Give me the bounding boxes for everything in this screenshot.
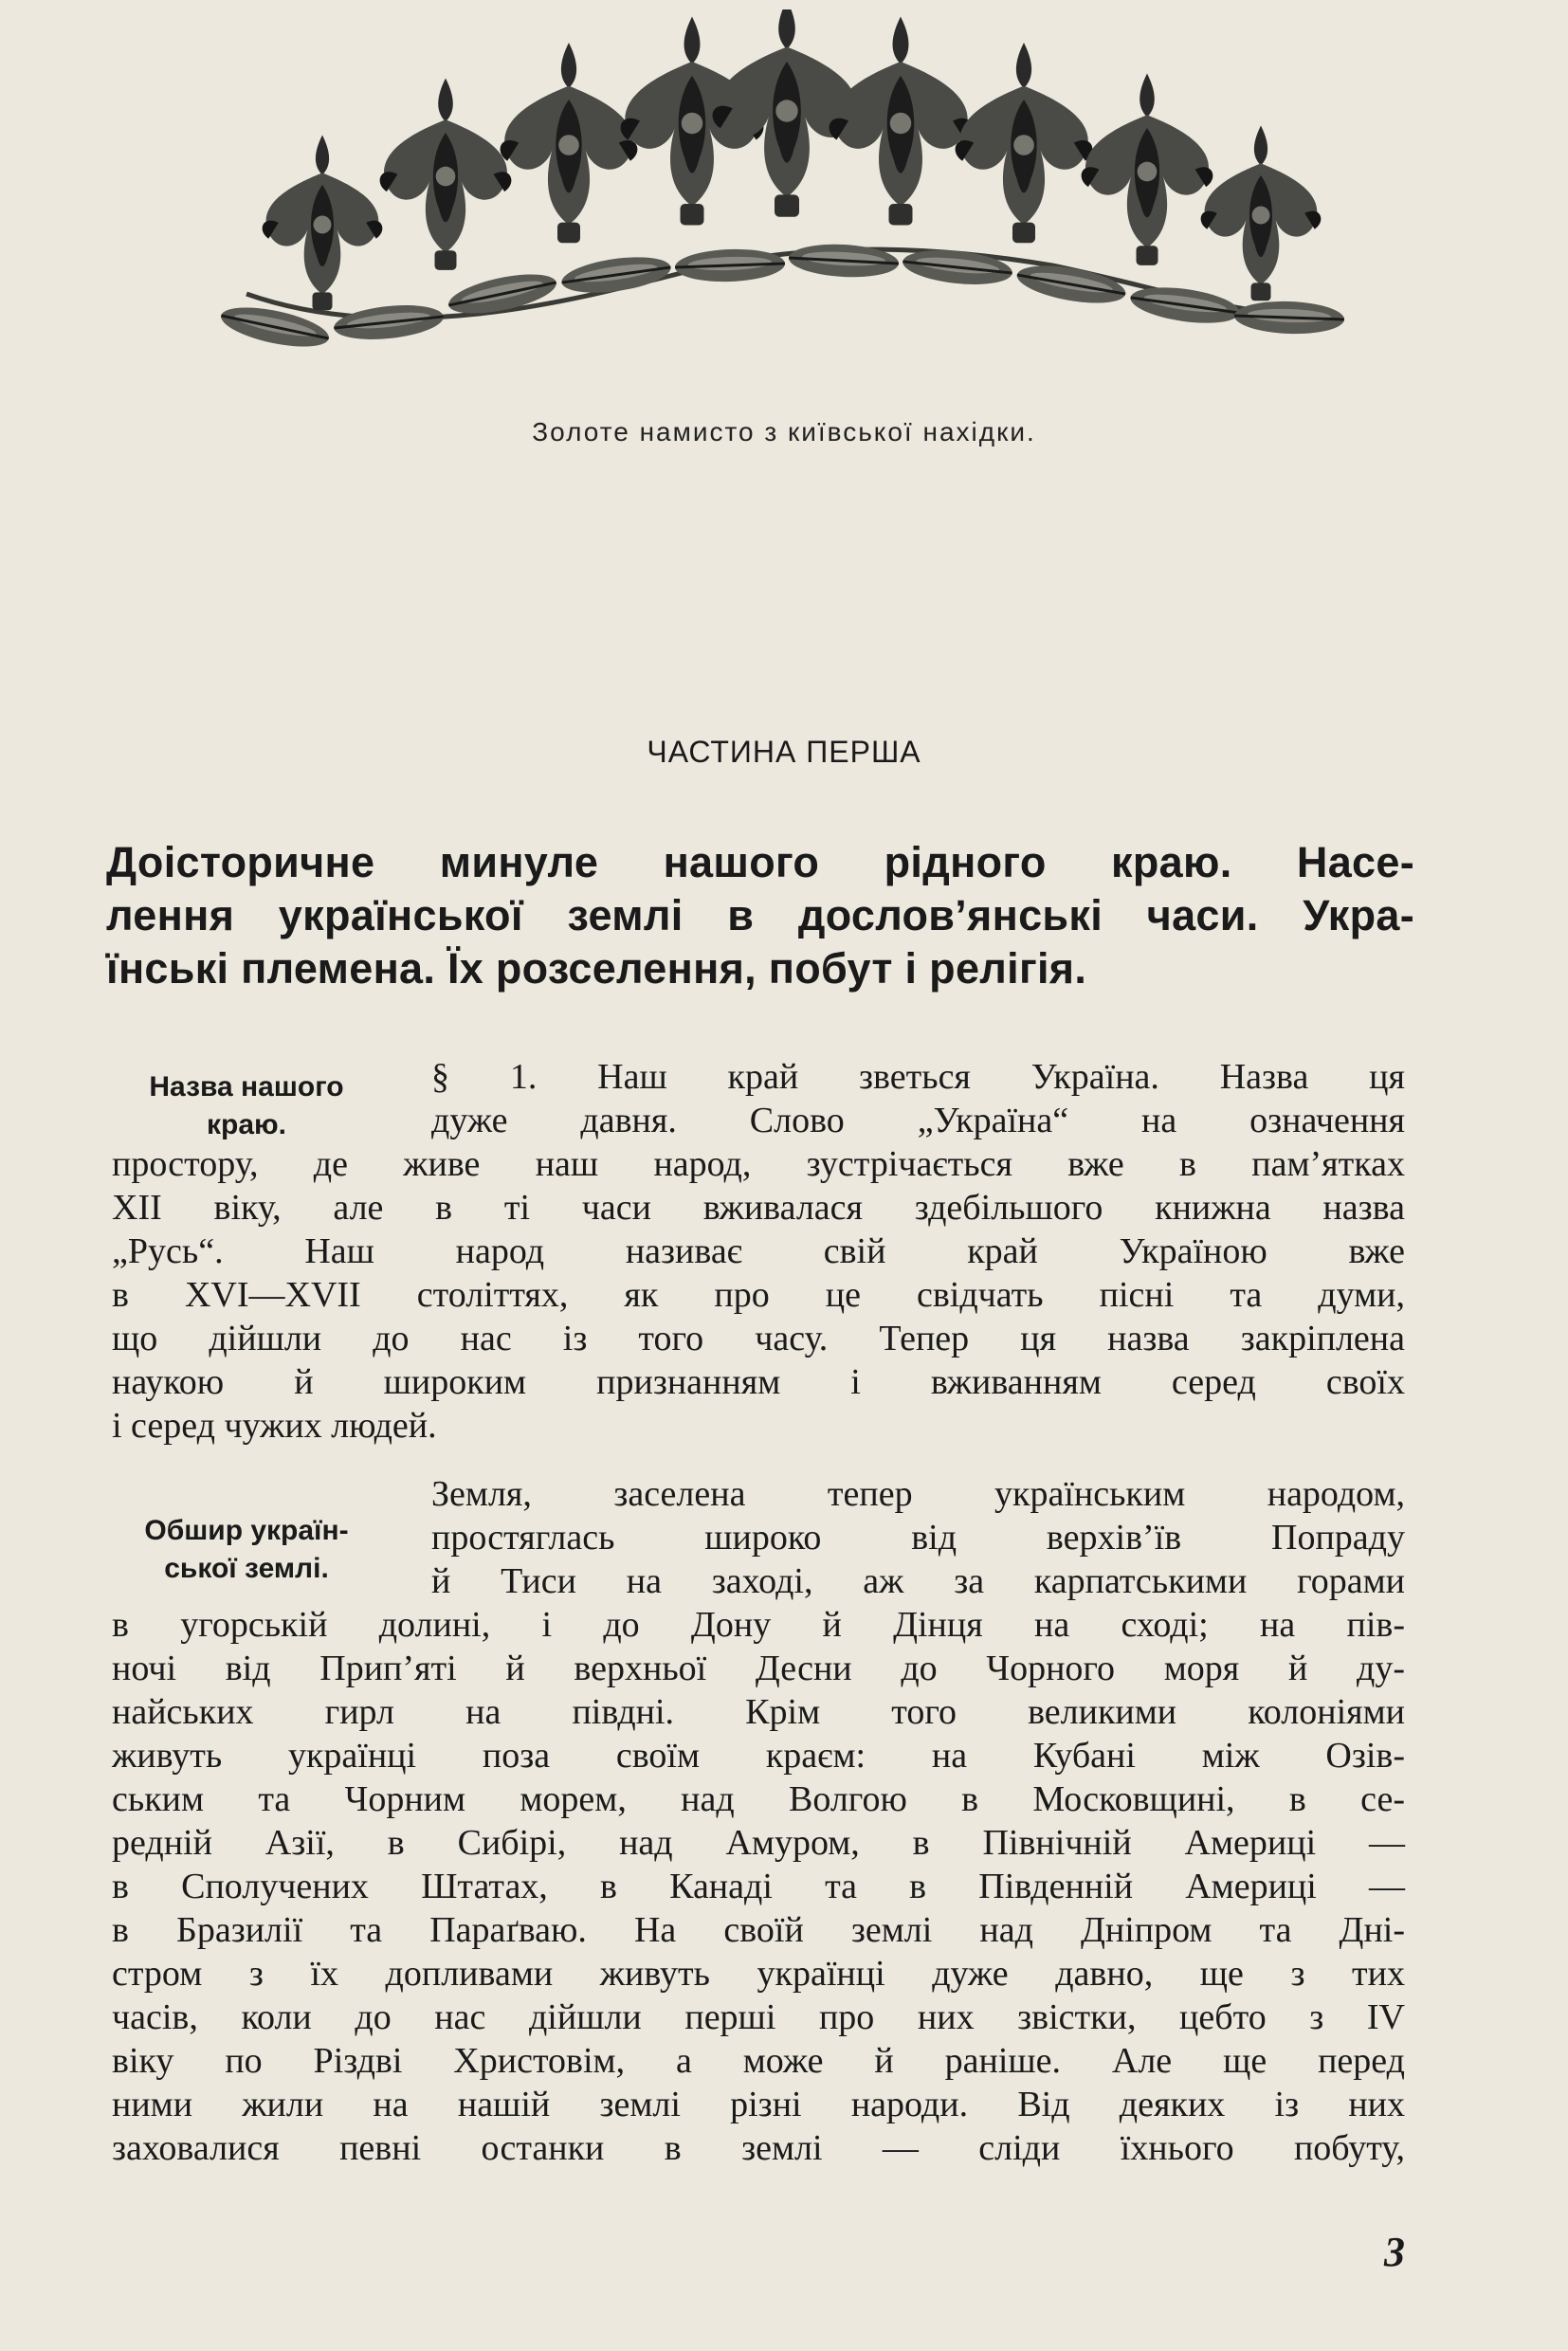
paragraph-line: § 1. Наш край зветься Україна. Назва ця [431, 1057, 1405, 1097]
paragraph-line: дуже давня. Слово „Україна“ на означення [431, 1101, 1405, 1140]
paragraph-line: ночі від Прип’яті й верхньої Десни до Чорного моря й ду- [112, 1649, 1405, 1688]
paragraph-line: віку по Різдві Христовім, а може й раніше. Але ще перед [112, 2041, 1405, 2081]
margin-note-extent-of-land [104, 1512, 389, 1588]
chapter-title-line: їнські племена. Їх розселення, побут і релігія. [106, 944, 1087, 993]
paragraph-line: що дійшли до нас із того часу. Тепер ця назва закріплена [112, 1319, 1405, 1358]
paragraph-line: Земля, заселена тепер українським народом, [431, 1474, 1405, 1514]
paragraph-line: простору, де живе наш народ, зустрічається вже в пам’ятках [112, 1144, 1405, 1184]
page-number: 3 [1384, 2229, 1405, 2275]
paragraph-line: найських гирл на півдні. Крім того великими колоніями [112, 1692, 1405, 1732]
chapter-title-line: лення української землі в дослов’янські часи. Укра- [106, 891, 1414, 939]
paragraph-line: „Русь“. Наш народ називає свій край Україною вже [112, 1231, 1405, 1271]
paragraph-line: ським та Чорним морем, над Волгою в Московщині, в се- [112, 1779, 1405, 1819]
paragraph-line: простяглась широко від верхів’їв Попраду [431, 1518, 1405, 1558]
necklace-illustration [218, 9, 1356, 389]
paragraph-line: редній Азії, в Сибірі, над Амуром, в Північній Америці — [112, 1823, 1405, 1863]
paragraph-line: в Бразилії та Параґваю. На своїй землі над Дніпром та Дні- [112, 1910, 1405, 1950]
paragraph-line: й Тиси на заході, аж за карпатськими горами [431, 1561, 1405, 1601]
margin-note-line: Назва нашого [149, 1071, 344, 1103]
paragraph-line: часів, коли до нас дійшли перші про них звістки, цебто з IV [112, 1997, 1405, 2037]
paragraph-line: живуть українці поза своїм краєм: на Кубані між Озів- [112, 1736, 1405, 1776]
figure-caption: Золоте намисто з київської нахідки. [532, 417, 1036, 447]
chapter-title [106, 836, 1414, 995]
paragraph-line: в Сполучених Штатах, в Канаді та в Південній Америці — [112, 1867, 1405, 1906]
paragraph-line: і серед чужих людей. [112, 1406, 437, 1446]
part-title: ЧАСТИНА ПЕРША [647, 735, 921, 769]
paragraph-line: заховалися певні останки в землі — сліди їхнього побуту, [112, 2128, 1405, 2168]
margin-note-name-of-land [104, 1068, 389, 1144]
chapter-title-line: Доісторичне минуле нашого рідного краю. Насе- [106, 838, 1414, 886]
paragraph-line: в угорській долині, і до Дону й Дінця на сході; на пів- [112, 1605, 1405, 1645]
paragraph-line: ними жили на нашій землі різні народи. Від деяких із них [112, 2085, 1405, 2124]
paragraph-line: наукою й широким признанням і вживанням серед своїх [112, 1362, 1405, 1402]
margin-note-line: ської землі. [164, 1553, 329, 1584]
paragraph-line: XII віку, але в ті часи вживалася здебільшого книжна назва [112, 1188, 1405, 1228]
paragraph-line: в XVI—XVII століттях, як про це свідчать пісні та думи, [112, 1275, 1405, 1315]
paragraph-line: стром з їх допливами живуть українці дуже давно, ще з тих [112, 1954, 1405, 1994]
margin-note-line: краю. [207, 1109, 286, 1140]
margin-note-line: Обшир україн- [144, 1515, 349, 1546]
